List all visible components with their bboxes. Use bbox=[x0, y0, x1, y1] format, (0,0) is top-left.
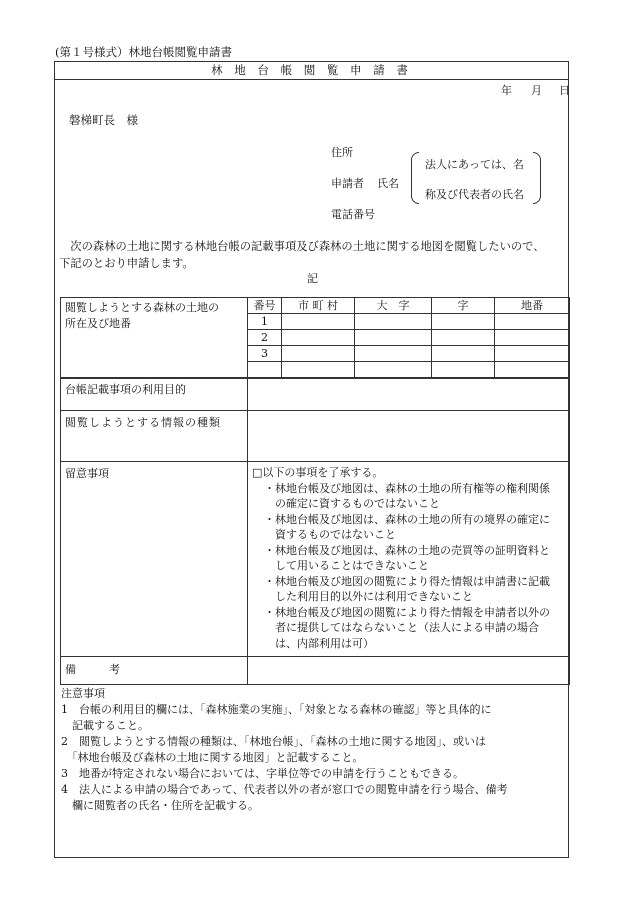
date-month: 月 bbox=[531, 84, 542, 97]
purpose-label: 台帳記載事項の利用目的 bbox=[61, 379, 248, 411]
bracket-right bbox=[533, 152, 541, 204]
note-item: 3 地番が特定されない場合においては、字単位等での申請を行うこともできる。 bbox=[61, 767, 464, 780]
corp-note-1: 法人にあっては、名 bbox=[425, 158, 524, 171]
info-type-field[interactable] bbox=[248, 411, 570, 462]
note-item: 2 閲覧しようとする情報の種類は、「林地台帳」、「森林の土地に関する地図」、或いは bbox=[61, 735, 486, 748]
notice-item-cont: は、内部利用は可） bbox=[275, 636, 374, 650]
lot-cell[interactable] bbox=[495, 330, 570, 346]
addressee: 磐梯町長 様 bbox=[69, 113, 138, 127]
date-day: 日 bbox=[559, 84, 570, 97]
aza-cell[interactable] bbox=[432, 330, 495, 346]
application-form bbox=[54, 61, 569, 858]
phone-label: 電話番号 bbox=[331, 208, 375, 221]
notice-item: ・林地台帳及び地図の閲覧により得た情報を申請者以外の bbox=[264, 605, 550, 619]
oaza-cell[interactable] bbox=[355, 314, 432, 330]
location-label: 閲覧しようとする森林の土地の 所在及び地番 bbox=[61, 298, 248, 378]
header-municipality: 市 町 村 bbox=[282, 298, 355, 314]
row-number: 3 bbox=[248, 346, 282, 362]
lot-cell[interactable] bbox=[495, 346, 570, 362]
notice-item-cont: 者に提供してはならないこと（法人による申請の場合 bbox=[275, 621, 539, 634]
row-number: 2 bbox=[248, 330, 282, 346]
note-item-cont: 「林地台帳及び森林の土地に関する地図」と記載すること。 bbox=[61, 751, 364, 764]
oaza-cell[interactable] bbox=[355, 330, 432, 346]
aza-cell[interactable] bbox=[432, 346, 495, 362]
municipality-cell[interactable] bbox=[282, 362, 355, 378]
notice-item: ・林地台帳及び地図の閲覧により得た情報は申請書に記載 bbox=[264, 574, 550, 588]
corp-note-2: 称及び代表者の氏名 bbox=[425, 188, 524, 201]
notice-item-cont: した利用目的以外には利用できないこと bbox=[275, 590, 473, 603]
lot-cell[interactable] bbox=[495, 362, 570, 378]
header-aza: 字 bbox=[432, 298, 495, 314]
form-title: 林 地 台 帳 閲 覧 申 請 書 bbox=[55, 62, 568, 80]
header-oaza: 大 字 bbox=[355, 298, 432, 314]
date-year: 年 bbox=[501, 84, 512, 97]
ki-label: 記 bbox=[307, 272, 318, 285]
remarks-field[interactable] bbox=[248, 657, 570, 685]
notice-checkbox[interactable]: □以下の事項を了承する。 bbox=[252, 466, 384, 479]
oaza-cell[interactable] bbox=[355, 362, 432, 378]
note-item-cont: 記載すること。 bbox=[61, 719, 149, 732]
body-text-2: 下記のとおり申請します。 bbox=[59, 257, 194, 270]
body-text-1: 次の森林の土地に関する林地台帳の記載事項及び森林の土地に関する地図を閲覧したいので、 bbox=[59, 240, 545, 253]
address-label: 住所 bbox=[331, 146, 353, 159]
notice-item: ・林地台帳及び地図は、森林の土地の所有の境界の確定に bbox=[264, 512, 550, 526]
notice-item-cont: 資するものではないこと bbox=[275, 528, 396, 541]
purpose-field[interactable] bbox=[248, 379, 570, 411]
bracket-left bbox=[411, 152, 419, 204]
aza-cell[interactable] bbox=[432, 362, 495, 378]
row-number bbox=[248, 362, 282, 378]
lot-cell[interactable] bbox=[495, 314, 570, 330]
municipality-cell[interactable] bbox=[282, 330, 355, 346]
notice-item-cont: して用いることはできないこと bbox=[275, 559, 429, 572]
note-item: 1 台帳の利用目的欄には、「森林施業の実施」、「対象となる森林の確認」等と具体的に bbox=[61, 703, 492, 716]
notes-section bbox=[61, 686, 508, 814]
notice-content bbox=[248, 462, 570, 657]
applicant-label: 申請者 bbox=[331, 177, 364, 190]
notes-heading: 注意事項 bbox=[61, 687, 105, 700]
info-type-label: 閲覧しようとする情報の種類 bbox=[61, 411, 248, 462]
row-number: 1 bbox=[248, 314, 282, 330]
notice-label: 留意事項 bbox=[61, 462, 248, 657]
details-table bbox=[60, 378, 570, 685]
note-item: 4 法人による申請の場合であって、代表者以外の者が窓口での閲覧申請を行う場合、備考 bbox=[61, 783, 508, 796]
remarks-label: 備 考 bbox=[61, 657, 248, 685]
notice-item-cont: の確定に資するものではないこと bbox=[275, 497, 440, 510]
header-lot-number: 地番 bbox=[495, 298, 570, 314]
municipality-cell[interactable] bbox=[282, 314, 355, 330]
notice-item: ・林地台帳及び地図は、森林の土地の所有権等の権利関係 bbox=[264, 481, 550, 495]
aza-cell[interactable] bbox=[432, 314, 495, 330]
notice-item: ・林地台帳及び地図は、森林の土地の売買等の証明資料と bbox=[264, 543, 550, 557]
oaza-cell[interactable] bbox=[355, 346, 432, 362]
form-number: (第１号様式）林地台帳閲覧申請書 bbox=[55, 45, 232, 59]
note-item-cont: 欄に閲覧者の氏名・住所を記載する。 bbox=[61, 799, 259, 812]
municipality-cell[interactable] bbox=[282, 346, 355, 362]
header-number: 番号 bbox=[248, 298, 282, 314]
location-table bbox=[60, 297, 570, 378]
name-label: 氏名 bbox=[377, 177, 399, 190]
